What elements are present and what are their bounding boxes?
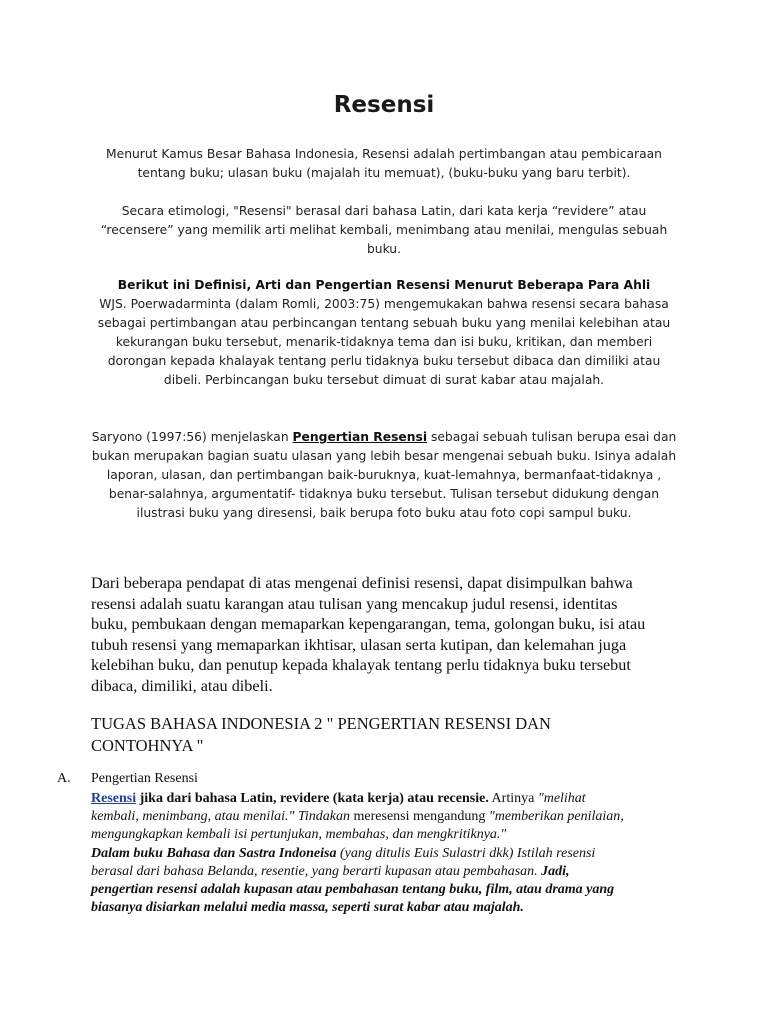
- text-line: buku.: [366, 242, 402, 256]
- text-line: mengungkapkan kembali isi pertunjukan, membahas, dan mengkritiknya.": [91, 827, 507, 843]
- text-line: Secara etimologi, "Resensi" berasal dari bahasa Latin, dari kata kerja “revidere” atau: [121, 204, 647, 218]
- text-line: [91, 863, 691, 881]
- text-line: bukan merupakan bagian suatu ulasan yang lebih besar mengenai sebuah buku. Isinya adalah: [91, 449, 677, 463]
- text-span: "melihat: [537, 791, 586, 806]
- text-line: sebagai pertimbangan atau perbincangan tentang sebuah buku yang menilai kelebihan atau: [97, 316, 671, 330]
- text-line: kekurangan buku tersebut, menarik-tidaknya tema dan isi buku, kritikan, dan memberi: [115, 335, 653, 349]
- text-span: jika dari bahasa Latin, revidere (kata kerja) atau recensie.: [136, 791, 489, 806]
- text-span: berasal dari bahasa Belanda, resentie, yang berarti kupasan atau pembahasan.: [91, 863, 538, 879]
- text-line: benar-salahnya, argumentatif- tidaknya buku tersebut. Tulisan tersebut didukung dengan: [108, 487, 660, 501]
- text-span: Dalam buku Bahasa dan Sastra Indoneisa: [91, 845, 337, 861]
- text-span: (yang ditulis Euis Sulastri dkk) Istilah resensi: [336, 845, 596, 861]
- text-span: Artinya: [488, 791, 538, 806]
- text-span: sebagai sebuah tulisan berupa esai dan: [427, 430, 677, 444]
- conclusion-paragraph: [91, 573, 681, 696]
- text-span: kembali, menimbang, atau menilai." Tindakan: [91, 809, 351, 825]
- text-line: dibaca, dimiliki, atau dibeli.: [91, 676, 273, 695]
- experts-section: [90, 276, 678, 390]
- text-line: ilustrasi buku yang diresensi, baik berupa foto buku atau foto copi sampul buku.: [136, 506, 632, 520]
- text-line: resensi adalah suatu karangan atau tulisan yang mencakup judul resensi, identitas: [91, 594, 618, 613]
- text-line: CONTOHNYA ": [91, 736, 204, 755]
- section-a-body: [91, 790, 691, 917]
- section-a-heading: Pengertian Resensi: [91, 771, 198, 786]
- text-line: [90, 428, 678, 447]
- resensi-link[interactable]: Resensi: [91, 791, 137, 806]
- text-line: [91, 845, 691, 863]
- saryono-paragraph: [90, 428, 678, 523]
- text-line: kelebihan buku, dan penutup kepada khalayak tentang perlu tidaknya buku tersebut: [91, 656, 631, 674]
- text-line: tubuh resensi yang memaparkan ikhtisar, ulasan serta kutipan, dan kelemahan juga: [91, 635, 627, 654]
- text-line: dibeli. Perbincangan buku tersebut dimuat di surat kabar atau majalah.: [163, 373, 605, 387]
- text-line: tentang buku; ulasan buku (majalah itu memuat), (buku-buku yang baru terbit).: [137, 166, 631, 180]
- text-span: meresensi mengandung: [350, 809, 489, 825]
- pengertian-resensi-link[interactable]: Pengertian Resensi: [292, 430, 428, 444]
- tugas-heading: [91, 713, 691, 757]
- text-line: buku, pembukaan dengan memaparkan kepengarangan, tema, golongan buku, isi atau: [91, 615, 646, 633]
- text-line: laporan, ulasan, dan pertimbangan baik-buruknya, kuat-lemahnya, bermanfaat-tidaknya ,: [106, 468, 662, 482]
- experts-heading: Berikut ini Definisi, Arti dan Pengertian Resensi Menurut Beberapa Para Ahli: [117, 278, 651, 292]
- intro-etymology-paragraph: [90, 202, 678, 259]
- text-line: TUGAS BAHASA INDONESIA 2 " PENGERTIAN RESENSI DAN: [91, 714, 551, 733]
- text-line: [91, 808, 691, 826]
- text-span: "memberikan penilaian,: [488, 809, 624, 825]
- intro-kbbi-paragraph: [90, 145, 678, 183]
- text-span: Jadi,: [537, 863, 570, 879]
- text-line: Dari beberapa pendapat di atas mengenai definisi resensi, dapat disimpulkan bahwa: [91, 574, 633, 592]
- text-line: Menurut Kamus Besar Bahasa Indonesia, Resensi adalah pertimbangan atau pembicaraan: [106, 147, 662, 161]
- page-title: Resensi: [333, 92, 435, 118]
- text-line: dorongan kepada khalayak tentang perlu tidaknya buku tersebut dibaca dan dimiliki atau: [107, 354, 661, 368]
- list-marker: A.: [57, 771, 71, 786]
- text-line: [91, 790, 691, 808]
- text-line: pengertian resensi adalah kupasan atau pembahasan tentang buku, film, atau drama yang: [91, 882, 615, 898]
- text-span: Saryono (1997:56) menjelaskan: [91, 430, 293, 444]
- text-line: WJS. Poerwadarminta (dalam Romli, 2003:75) mengemukakan bahwa resensi secara bahasa: [99, 297, 669, 311]
- text-line: “recensere” yang memilik arti melihat kembali, menimbang atau menilai, mengulas sebuah: [100, 223, 668, 237]
- text-line: biasanya disiarkan melalui media massa, seperti surat kabar atau majalah.: [91, 900, 524, 916]
